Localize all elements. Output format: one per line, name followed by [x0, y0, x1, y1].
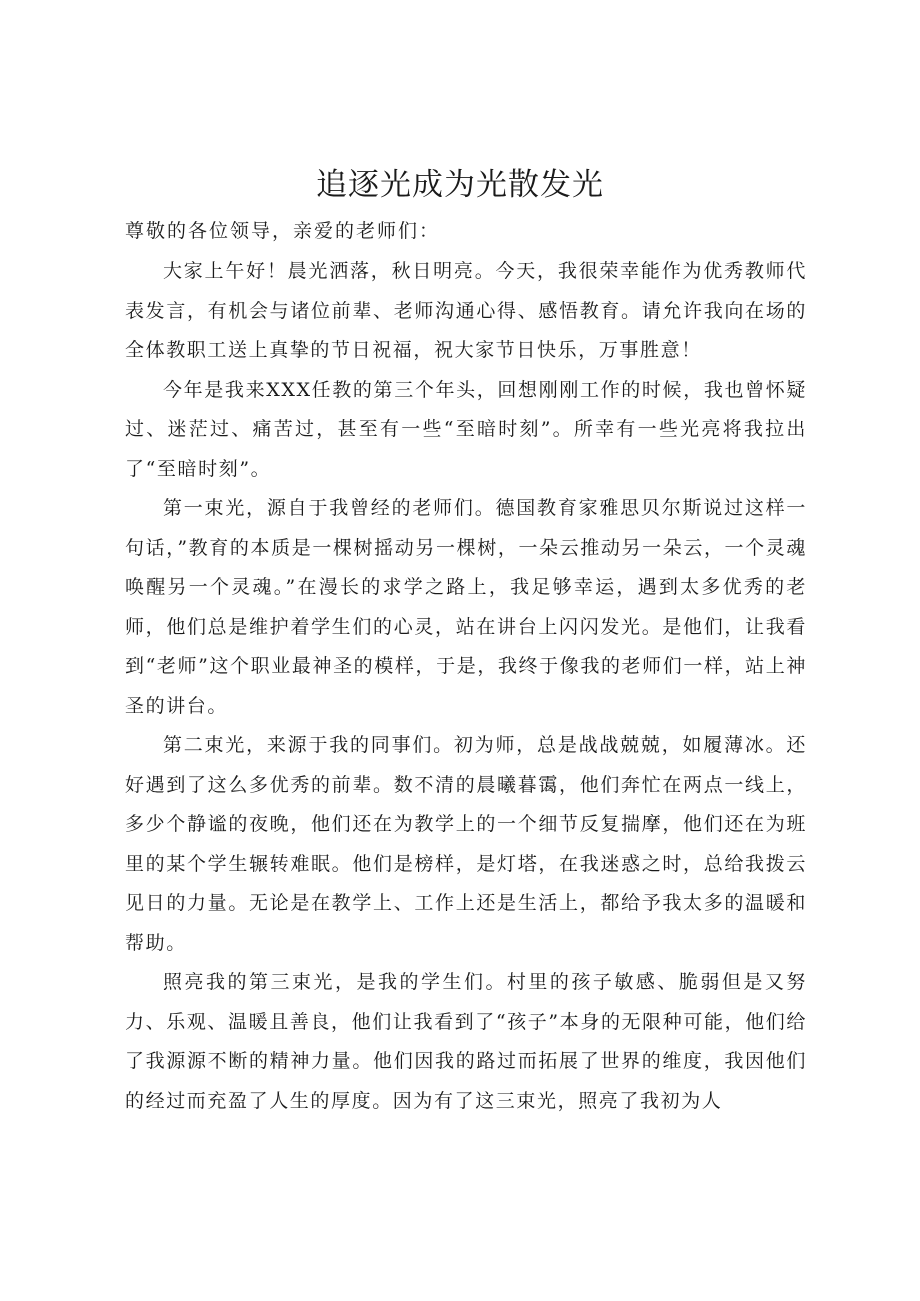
paragraph-second-light: 第二束光，来源于我的同事们。初为师，总是战战兢兢，如履薄冰。还好遇到了这么多优秀的前辈。数不清的晨曦暮霭，他们奔忙在两点一线上，多少个静谧的夜晚，他们还在为教学上的一个细节反复揣摩，他们还在为班里的某个学生辗转难眠。他们是榜样，是灯塔，在我迷惑之时，总给我拨云见日的力量。无论是在教学上、工作上还是生活上，都给予我太多的温暖和帮助。	[125, 734, 807, 954]
paragraph-third-light: 照亮我的第三束光，是我的学生们。村里的孩子敏感、脆弱但是又努力、乐观、温暖且善良，他们让我看到了“孩子”本身的无限种可能，他们给了我源源不断的精神力量。他们因我的路过而拓展了世界的维度，我因他们的经过而充盈了人生的厚度。因为有了这三束光，照亮了我初为人	[125, 971, 807, 1112]
paragraph-first-light: 第一束光，源自于我曾经的老师们。德国教育家雅思贝尔斯说过这样一句话，”教育的本质是一棵树摇动另一棵树，一朵云推动另一朵云，一个灵魂唤醒另一个灵魂。”在漫长的求学之路上，我足够幸运，遇到太多优秀的老师，他们总是维护着学生们的心灵，站在讲台上闪闪发光。是他们，让我看到“老师”这个职业最神圣的模样，于是，我终于像我的老师们一样，站上神圣的讲台。	[125, 497, 807, 717]
paragraph-greeting: 大家上午好！晨光洒落，秋日明亮。今天，我很荣幸能作为优秀教师代表发言，有机会与诸位前辈、老师沟通心得、感悟教育。请允许我向在场的全体教职工送上真挚的节日祝福，祝大家节日快乐，万事胜意！	[125, 260, 807, 361]
document-title: 追逐光成为光散发光	[316, 167, 604, 203]
document-body	[125, 215, 807, 1121]
salutation: 尊敬的各位领导，亲爱的老师们：	[125, 220, 441, 242]
paragraph-third-year: 今年是我来XXX任教的第三个年头，回想刚刚工作的时候，我也曾怀疑过、迷茫过、痛苦过，甚至有一些“至暗时刻”。所幸有一些光亮将我拉出了“至暗时刻”。	[125, 378, 807, 480]
